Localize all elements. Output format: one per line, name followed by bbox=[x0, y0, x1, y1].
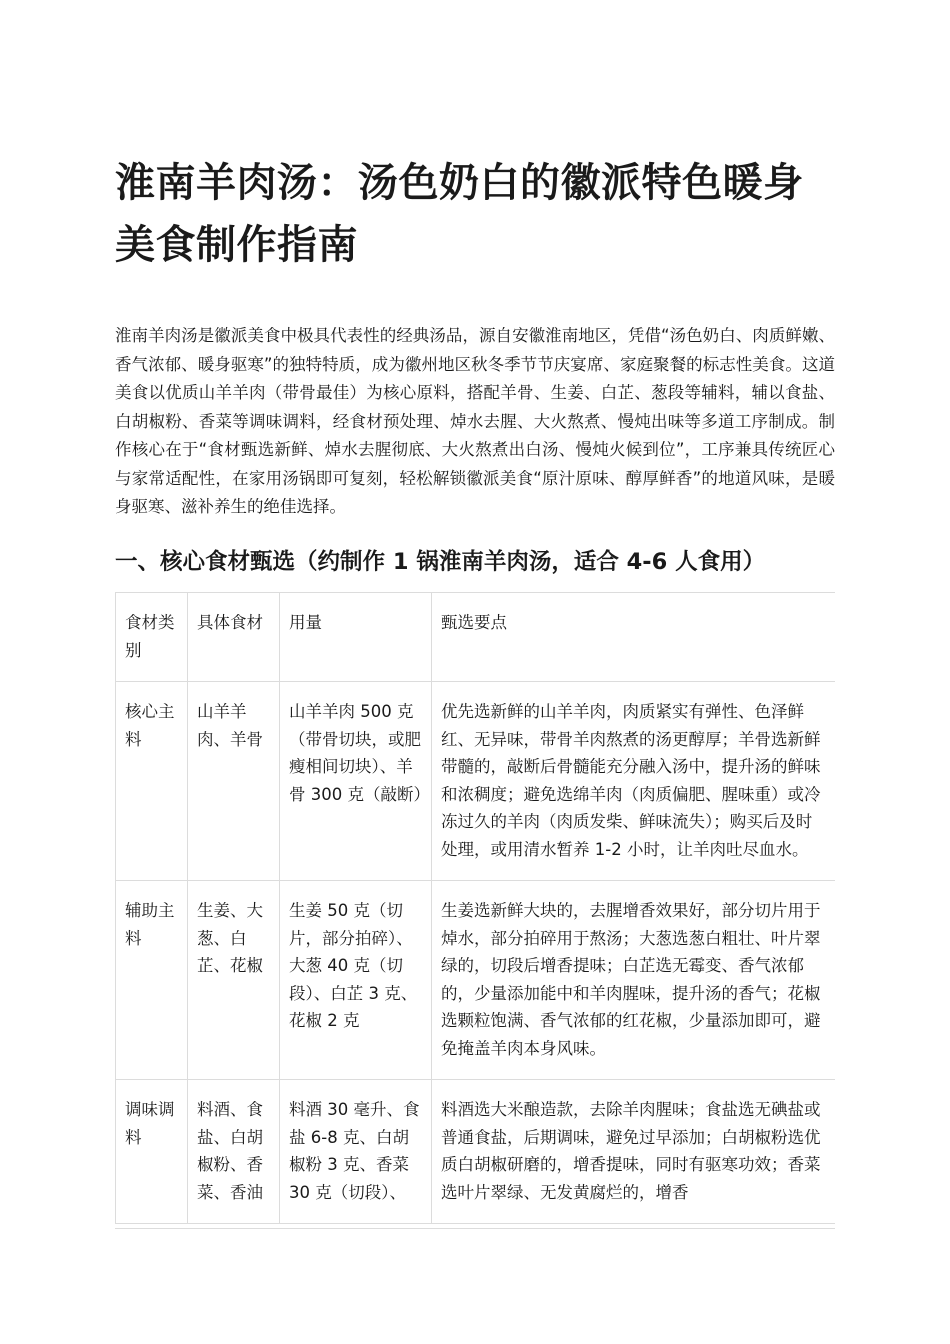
table-header-cell: 具体食材 bbox=[188, 593, 280, 682]
table-header-cell: 甄选要点 bbox=[432, 593, 836, 682]
table-header-row bbox=[116, 593, 836, 682]
ingredients-cell: 山羊羊肉、羊骨 bbox=[188, 682, 280, 881]
table-header-cell: 食材类别 bbox=[116, 593, 188, 682]
table-header-cell: 用量 bbox=[280, 593, 432, 682]
category-cell: 辅助主料 bbox=[116, 881, 188, 1080]
amount-cell: 山羊羊肉 500 克（带骨切块，或肥瘦相间切块）、羊骨 300 克（敲断） bbox=[280, 682, 432, 881]
amount-cell: 料酒 30 毫升、食盐 6-8 克、白胡椒粉 3 克、香菜 30 克（切段）、 bbox=[280, 1080, 432, 1224]
table-row bbox=[116, 1080, 836, 1224]
table-row bbox=[116, 881, 836, 1080]
ingredients-table bbox=[115, 592, 835, 1224]
document-title: 淮南羊肉汤：汤色奶白的徽派特色暖身美食制作指南 bbox=[115, 160, 804, 268]
ingredients-cell: 料酒、食盐、白胡椒粉、香菜、香油 bbox=[188, 1080, 280, 1224]
ingredients-cell: 生姜、大葱、白芷、花椒 bbox=[188, 881, 280, 1080]
section-heading-ingredients: 一、核心食材甄选（约制作 1 锅淮南羊肉汤，适合 4-6 人食用） bbox=[115, 549, 766, 575]
tips-cell: 生姜选新鲜大块的，去腥增香效果好，部分切片用于焯水，部分拍碎用于熬汤；大葱选葱白粗壮、叶片翠绿的，切段后增香提味；白芷选无霉变、香气浓郁的，少量添加能中和羊肉腥味，提升汤的香气；花椒选颗粒饱满、香气浓郁的红花椒，少量添加即可，避免掩盖羊肉本身风味。 bbox=[432, 881, 836, 1080]
intro-paragraph: 淮南羊肉汤是徽派美食中极具代表性的经典汤品，源自安徽淮南地区，凭借“汤色奶白、肉质鲜嫩、香气浓郁、暖身驱寒”的独特特质，成为徽州地区秋冬季节节庆宴席、家庭聚餐的标志性美食。这道美食以优质山羊羊肉（带骨最佳）为核心原料，搭配羊骨、生姜、白芷、葱段等辅料，辅以食盐、白胡椒粉、香菜等调味调料，经食材预处理、焯水去腥、大火熬煮、慢炖出味等多道工序制成。制作核心在于“食材甄选新鲜、焯水去腥彻底、大火熬煮出白汤、慢炖火候到位”，工序兼具传统匠心与家常适配性，在家用汤锅即可复刻，轻松解锁徽派美食“原汁原味、醇厚鲜香”的地道风味，是暖身驱寒、滋补养生的绝佳选择。 bbox=[115, 326, 835, 516]
amount-cell: 生姜 50 克（切片，部分拍碎）、大葱 40 克（切段）、白芷 3 克、花椒 2 克 bbox=[280, 881, 432, 1080]
table-row bbox=[116, 682, 836, 881]
tips-cell: 优先选新鲜的山羊羊肉，肉质紧实有弹性、色泽鲜红、无异味，带骨羊肉熬煮的汤更醇厚；羊骨选新鲜带髓的，敲断后骨髓能充分融入汤中，提升汤的鲜味和浓稠度；避免选绵羊肉（肉质偏肥、腥味重）或冷冻过久的羊肉（肉质发柴、鲜味流失）；购买后及时处理，或用清水暂养 1-2 小时，让羊肉吐尽血水。 bbox=[432, 682, 836, 881]
ingredients-table-container bbox=[115, 592, 835, 1229]
category-cell: 调味调料 bbox=[116, 1080, 188, 1224]
category-cell: 核心主料 bbox=[116, 682, 188, 881]
tips-cell: 料酒选大米酿造款，去除羊肉腥味；食盐选无碘盐或普通食盐，后期调味，避免过早添加；白胡椒粉选优质白胡椒研磨的，增香提味，同时有驱寒功效；香菜选叶片翠绿、无发黄腐烂的，增香 bbox=[432, 1080, 836, 1224]
